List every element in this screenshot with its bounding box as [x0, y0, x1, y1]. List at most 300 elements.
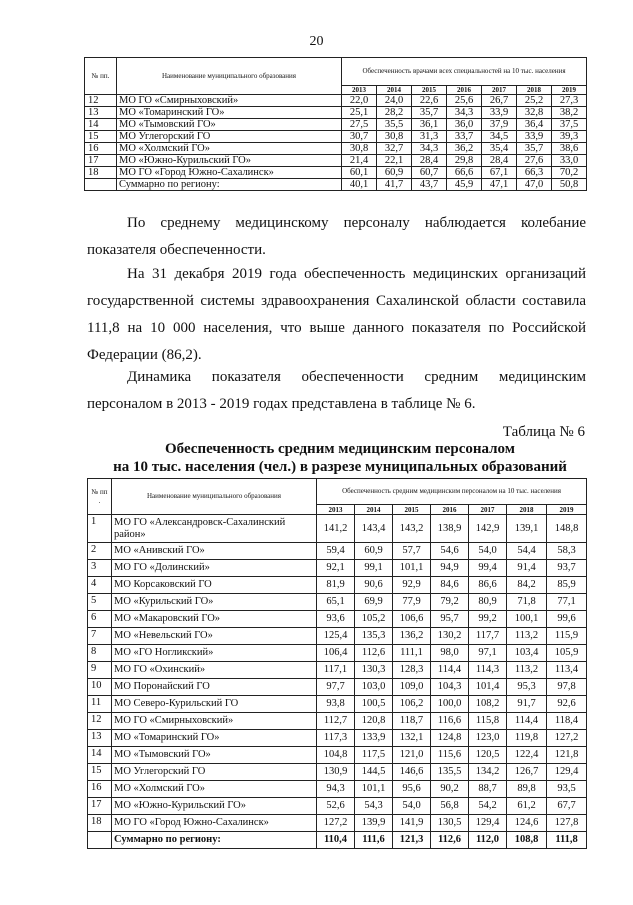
value-cell: 33,9 [482, 107, 517, 119]
value-cell: 101,1 [393, 560, 431, 577]
table-row [88, 696, 587, 713]
value-cell: 128,3 [393, 662, 431, 679]
value-cell: 91,4 [507, 560, 547, 577]
row-number: 17 [88, 798, 112, 815]
header-group: Обеспеченность средним медицинским персоналом на 10 тыс. населения [317, 479, 587, 505]
table-row [88, 764, 587, 781]
total-value-cell: 40,1 [342, 179, 377, 191]
value-cell: 144,5 [355, 764, 393, 781]
value-cell: 123,0 [469, 730, 507, 747]
value-cell: 133,9 [355, 730, 393, 747]
value-cell: 100,1 [507, 611, 547, 628]
header-name: Наименование муниципального образования [112, 479, 317, 515]
total-value-cell: 108,8 [507, 832, 547, 849]
table-row [88, 645, 587, 662]
value-cell: 94,3 [317, 781, 355, 798]
value-cell: 143,2 [393, 515, 431, 543]
table-row [88, 515, 587, 543]
table-row [88, 577, 587, 594]
value-cell: 28,2 [377, 107, 412, 119]
value-cell: 105,2 [355, 611, 393, 628]
value-cell: 36,0 [447, 119, 482, 131]
municipality-name: МО «Невельский ГО» [112, 628, 317, 645]
value-cell: 60,7 [412, 167, 447, 179]
value-cell: 115,8 [469, 713, 507, 730]
table-row [88, 628, 587, 645]
total-value-cell: 41,7 [377, 179, 412, 191]
value-cell: 80,9 [469, 594, 507, 611]
row-number: 18 [88, 815, 112, 832]
value-cell: 35,7 [517, 143, 552, 155]
year-header: 2019 [547, 505, 587, 515]
value-cell: 26,7 [482, 95, 517, 107]
value-cell: 77,9 [393, 594, 431, 611]
total-row [88, 832, 587, 849]
municipality-name: МО «Холмский ГО» [117, 143, 342, 155]
value-cell: 30,8 [342, 143, 377, 155]
value-cell: 92,6 [547, 696, 587, 713]
value-cell: 56,8 [431, 798, 469, 815]
municipality-name: МО «Южно-Курильский ГО» [117, 155, 342, 167]
value-cell: 54,6 [431, 543, 469, 560]
row-number: 4 [88, 577, 112, 594]
value-cell: 31,3 [412, 131, 447, 143]
value-cell: 109,0 [393, 679, 431, 696]
row-number: 18 [85, 167, 117, 179]
year-header: 2019 [552, 86, 587, 95]
value-cell: 38,6 [552, 143, 587, 155]
value-cell: 22,6 [412, 95, 447, 107]
value-cell: 66,3 [517, 167, 552, 179]
table-row [88, 611, 587, 628]
row-number: 17 [85, 155, 117, 167]
total-value-cell: 111,6 [355, 832, 393, 849]
value-cell: 121,0 [393, 747, 431, 764]
table-row [88, 543, 587, 560]
value-cell: 36,2 [447, 143, 482, 155]
year-header: 2013 [317, 505, 355, 515]
year-header: 2013 [342, 86, 377, 95]
municipality-name: МО ГО «Город Южно-Сахалинск» [117, 167, 342, 179]
municipality-name: МО «Южно-Курильский ГО» [112, 798, 317, 815]
value-cell: 54,0 [469, 543, 507, 560]
value-cell: 104,8 [317, 747, 355, 764]
value-cell: 97,8 [547, 679, 587, 696]
table-row [85, 107, 587, 119]
value-cell: 146,6 [393, 764, 431, 781]
value-cell: 37,9 [482, 119, 517, 131]
value-cell: 57,7 [393, 543, 431, 560]
value-cell: 98,0 [431, 645, 469, 662]
value-cell: 114,4 [507, 713, 547, 730]
value-cell: 28,4 [482, 155, 517, 167]
municipality-name: МО ГО «Долинский» [112, 560, 317, 577]
value-cell: 117,1 [317, 662, 355, 679]
value-cell: 54,2 [469, 798, 507, 815]
value-cell: 85,9 [547, 577, 587, 594]
value-cell: 99,1 [355, 560, 393, 577]
value-cell: 103,4 [507, 645, 547, 662]
municipality-name: МО «Холмский ГО» [112, 781, 317, 798]
value-cell: 25,6 [447, 95, 482, 107]
value-cell: 114,3 [469, 662, 507, 679]
row-number: 15 [88, 764, 112, 781]
row-number: 11 [88, 696, 112, 713]
table-row [88, 594, 587, 611]
year-header: 2016 [431, 505, 469, 515]
value-cell: 97,7 [317, 679, 355, 696]
value-cell: 148,8 [547, 515, 587, 543]
year-header: 2018 [517, 86, 552, 95]
value-cell: 112,6 [355, 645, 393, 662]
value-cell: 115,6 [431, 747, 469, 764]
value-cell: 27,6 [517, 155, 552, 167]
value-cell: 121,8 [547, 747, 587, 764]
table-row [88, 747, 587, 764]
value-cell: 141,9 [393, 815, 431, 832]
row-number: 16 [88, 781, 112, 798]
value-cell: 54,3 [355, 798, 393, 815]
value-cell: 29,8 [447, 155, 482, 167]
row-number: 13 [88, 730, 112, 747]
value-cell: 34,5 [482, 131, 517, 143]
value-cell: 97,1 [469, 645, 507, 662]
value-cell: 22,0 [342, 95, 377, 107]
header-num: № пп. [85, 58, 117, 95]
value-cell: 79,2 [431, 594, 469, 611]
table-row [88, 798, 587, 815]
total-value-cell: 45,9 [447, 179, 482, 191]
value-cell: 117,7 [469, 628, 507, 645]
value-cell: 105,9 [547, 645, 587, 662]
header-group: Обеспеченность врачами всех специальностей на 10 тыс. населения [342, 58, 587, 86]
year-header: 2014 [377, 86, 412, 95]
value-cell: 129,4 [469, 815, 507, 832]
total-value-cell: 47,1 [482, 179, 517, 191]
value-cell: 106,2 [393, 696, 431, 713]
value-cell: 86,6 [469, 577, 507, 594]
value-cell: 92,1 [317, 560, 355, 577]
value-cell: 21,4 [342, 155, 377, 167]
header-num: № пп . [88, 479, 112, 515]
table-row [88, 560, 587, 577]
value-cell: 35,5 [377, 119, 412, 131]
municipality-name: МО «Тымовский ГО» [112, 747, 317, 764]
row-number-empty [88, 832, 112, 849]
value-cell: 60,1 [342, 167, 377, 179]
value-cell: 36,1 [412, 119, 447, 131]
value-cell: 139,9 [355, 815, 393, 832]
row-number: 10 [88, 679, 112, 696]
value-cell: 130,3 [355, 662, 393, 679]
value-cell: 22,1 [377, 155, 412, 167]
value-cell: 36,4 [517, 119, 552, 131]
value-cell: 88,7 [469, 781, 507, 798]
value-cell: 113,4 [547, 662, 587, 679]
value-cell: 125,4 [317, 628, 355, 645]
value-cell: 67,1 [482, 167, 517, 179]
value-cell: 99,6 [547, 611, 587, 628]
value-cell: 130,9 [317, 764, 355, 781]
value-cell: 39,3 [552, 131, 587, 143]
table-row [85, 155, 587, 167]
value-cell: 135,5 [431, 764, 469, 781]
value-cell: 27,5 [342, 119, 377, 131]
value-cell: 113,2 [507, 628, 547, 645]
table-row [88, 815, 587, 832]
table-title-line-1: Обеспеченность средним медицинским персоналом [165, 441, 515, 457]
row-number: 16 [85, 143, 117, 155]
row-number: 8 [88, 645, 112, 662]
value-cell: 118,7 [393, 713, 431, 730]
municipality-name: МО ГО «Александровск-Сахалинский район» [112, 515, 317, 543]
value-cell: 130,2 [431, 628, 469, 645]
value-cell: 60,9 [355, 543, 393, 560]
value-cell: 129,4 [547, 764, 587, 781]
value-cell: 106,6 [393, 611, 431, 628]
table-row [85, 143, 587, 155]
value-cell: 30,8 [377, 131, 412, 143]
total-row [85, 179, 587, 191]
municipality-name: МО «Макаровский ГО» [112, 611, 317, 628]
municipality-name: МО Северо-Курильский ГО [112, 696, 317, 713]
row-number-empty [85, 179, 117, 191]
row-number: 12 [85, 95, 117, 107]
row-number: 5 [88, 594, 112, 611]
table-row [85, 119, 587, 131]
row-number: 13 [85, 107, 117, 119]
value-cell: 70,2 [552, 167, 587, 179]
value-cell: 117,5 [355, 747, 393, 764]
value-cell: 33,9 [517, 131, 552, 143]
year-header: 2017 [482, 86, 517, 95]
row-number: 3 [88, 560, 112, 577]
row-number: 9 [88, 662, 112, 679]
municipality-name: МО «Курильский ГО» [112, 594, 317, 611]
municipality-name: МО ГО «Охинский» [112, 662, 317, 679]
value-cell: 54,4 [507, 543, 547, 560]
value-cell: 54,0 [393, 798, 431, 815]
table-title [60, 440, 620, 476]
value-cell: 93,6 [317, 611, 355, 628]
value-cell: 66,6 [447, 167, 482, 179]
value-cell: 93,8 [317, 696, 355, 713]
value-cell: 117,3 [317, 730, 355, 747]
table-nurses-provision [87, 478, 587, 849]
year-header: 2017 [469, 505, 507, 515]
municipality-name: МО «Тымовский ГО» [117, 119, 342, 131]
value-cell: 90,2 [431, 781, 469, 798]
year-header: 2015 [412, 86, 447, 95]
value-cell: 124,6 [507, 815, 547, 832]
value-cell: 95,3 [507, 679, 547, 696]
value-cell: 34,3 [447, 107, 482, 119]
total-value-cell: 121,3 [393, 832, 431, 849]
value-cell: 100,5 [355, 696, 393, 713]
value-cell: 113,2 [507, 662, 547, 679]
table-doctors-provision [84, 57, 587, 191]
value-cell: 120,5 [469, 747, 507, 764]
value-cell: 106,4 [317, 645, 355, 662]
municipality-name: МО «Томаринский ГО» [117, 107, 342, 119]
value-cell: 122,4 [507, 747, 547, 764]
table-title-line-2: на 10 тыс. населения (чел.) в разрезе муниципальных образований [113, 459, 567, 475]
municipality-name: МО Поронайский ГО [112, 679, 317, 696]
value-cell: 138,9 [431, 515, 469, 543]
value-cell: 126,7 [507, 764, 547, 781]
year-header: 2016 [447, 86, 482, 95]
paragraph-1: По среднему медицинскому персоналу наблюдается колебание показателя обеспеченности. [87, 215, 586, 258]
value-cell: 30,7 [342, 131, 377, 143]
value-cell: 143,4 [355, 515, 393, 543]
value-cell: 142,9 [469, 515, 507, 543]
value-cell: 71,8 [507, 594, 547, 611]
value-cell: 111,1 [393, 645, 431, 662]
value-cell: 67,7 [547, 798, 587, 815]
row-number: 15 [85, 131, 117, 143]
value-cell: 38,2 [552, 107, 587, 119]
value-cell: 65,1 [317, 594, 355, 611]
value-cell: 32,8 [517, 107, 552, 119]
row-number: 1 [88, 515, 112, 543]
municipality-name: МО «Анивский ГО» [112, 543, 317, 560]
row-number: 12 [88, 713, 112, 730]
value-cell: 119,8 [507, 730, 547, 747]
row-number: 6 [88, 611, 112, 628]
municipality-name: МО «ГО Ногликский» [112, 645, 317, 662]
value-cell: 108,2 [469, 696, 507, 713]
value-cell: 34,3 [412, 143, 447, 155]
value-cell: 92,9 [393, 577, 431, 594]
value-cell: 52,6 [317, 798, 355, 815]
total-value-cell: 47,0 [517, 179, 552, 191]
municipality-name: МО ГО «Город Южно-Сахалинск» [112, 815, 317, 832]
value-cell: 101,4 [469, 679, 507, 696]
table-row [85, 167, 587, 179]
value-cell: 33,0 [552, 155, 587, 167]
value-cell: 130,5 [431, 815, 469, 832]
row-number: 2 [88, 543, 112, 560]
value-cell: 141,2 [317, 515, 355, 543]
value-cell: 95,6 [393, 781, 431, 798]
value-cell: 100,0 [431, 696, 469, 713]
value-cell: 99,4 [469, 560, 507, 577]
value-cell: 118,4 [547, 713, 587, 730]
header-name: Наименование муниципального образования [117, 58, 342, 95]
value-cell: 127,2 [547, 730, 587, 747]
year-header: 2014 [355, 505, 393, 515]
value-cell: 60,9 [377, 167, 412, 179]
total-value-cell: 50,8 [552, 179, 587, 191]
value-cell: 116,6 [431, 713, 469, 730]
value-cell: 77,1 [547, 594, 587, 611]
value-cell: 25,1 [342, 107, 377, 119]
value-cell: 95,7 [431, 611, 469, 628]
municipality-name: МО Углегорский ГО [117, 131, 342, 143]
row-number: 14 [88, 747, 112, 764]
value-cell: 134,2 [469, 764, 507, 781]
total-value-cell: 112,6 [431, 832, 469, 849]
value-cell: 93,7 [547, 560, 587, 577]
value-cell: 25,2 [517, 95, 552, 107]
table-row [88, 730, 587, 747]
value-cell: 127,8 [547, 815, 587, 832]
value-cell: 114,4 [431, 662, 469, 679]
value-cell: 132,1 [393, 730, 431, 747]
total-label: Суммарно по региону: [112, 832, 317, 849]
table-row [85, 95, 587, 107]
value-cell: 69,9 [355, 594, 393, 611]
municipality-name: МО ГО «Смирныховский» [112, 713, 317, 730]
row-number: 7 [88, 628, 112, 645]
value-cell: 58,3 [547, 543, 587, 560]
value-cell: 81,9 [317, 577, 355, 594]
value-cell: 37,5 [552, 119, 587, 131]
value-cell: 89,8 [507, 781, 547, 798]
value-cell: 136,2 [393, 628, 431, 645]
value-cell: 35,4 [482, 143, 517, 155]
value-cell: 99,2 [469, 611, 507, 628]
value-cell: 33,7 [447, 131, 482, 143]
municipality-name: МО «Томаринский ГО» [112, 730, 317, 747]
value-cell: 59,4 [317, 543, 355, 560]
table-row [85, 131, 587, 143]
value-cell: 27,3 [552, 95, 587, 107]
value-cell: 103,0 [355, 679, 393, 696]
value-cell: 135,3 [355, 628, 393, 645]
year-header: 2018 [507, 505, 547, 515]
municipality-name: МО ГО «Смирныховский» [117, 95, 342, 107]
table-row [88, 679, 587, 696]
value-cell: 61,2 [507, 798, 547, 815]
value-cell: 112,7 [317, 713, 355, 730]
value-cell: 91,7 [507, 696, 547, 713]
table-row [88, 781, 587, 798]
value-cell: 35,7 [412, 107, 447, 119]
total-value-cell: 43,7 [412, 179, 447, 191]
total-label: Суммарно по региону: [117, 179, 342, 191]
total-value-cell: 111,8 [547, 832, 587, 849]
value-cell: 84,6 [431, 577, 469, 594]
year-header: 2015 [393, 505, 431, 515]
value-cell: 124,8 [431, 730, 469, 747]
total-value-cell: 112,0 [469, 832, 507, 849]
table-row [88, 713, 587, 730]
value-cell: 127,2 [317, 815, 355, 832]
table-row [88, 662, 587, 679]
row-number: 14 [85, 119, 117, 131]
value-cell: 28,4 [412, 155, 447, 167]
value-cell: 115,9 [547, 628, 587, 645]
value-cell: 94,9 [431, 560, 469, 577]
value-cell: 84,2 [507, 577, 547, 594]
total-value-cell: 110,4 [317, 832, 355, 849]
municipality-name: МО Углегорский ГО [112, 764, 317, 781]
paragraph-2: На 31 декабря 2019 года обеспеченность медицинских организаций государственной системы здравоохранения Сахалинской области составила 111,8 на 10 000 населения, что выше данного показателя по Российской Федерации (86,2). [87, 266, 586, 363]
paragraph-3: Динамика показателя обеспеченности средним медицинским персоналом в 2013 - 2019 годах представлена в таблице № 6. [87, 369, 586, 412]
value-cell: 90,6 [355, 577, 393, 594]
value-cell: 24,0 [377, 95, 412, 107]
value-cell: 120,8 [355, 713, 393, 730]
value-cell: 32,7 [377, 143, 412, 155]
value-cell: 104,3 [431, 679, 469, 696]
value-cell: 139,1 [507, 515, 547, 543]
municipality-name: МО Корсаковский ГО [112, 577, 317, 594]
value-cell: 93,5 [547, 781, 587, 798]
page-number: 20 [309, 34, 324, 49]
table-label: Таблица № 6 [502, 424, 585, 440]
value-cell: 101,1 [355, 781, 393, 798]
